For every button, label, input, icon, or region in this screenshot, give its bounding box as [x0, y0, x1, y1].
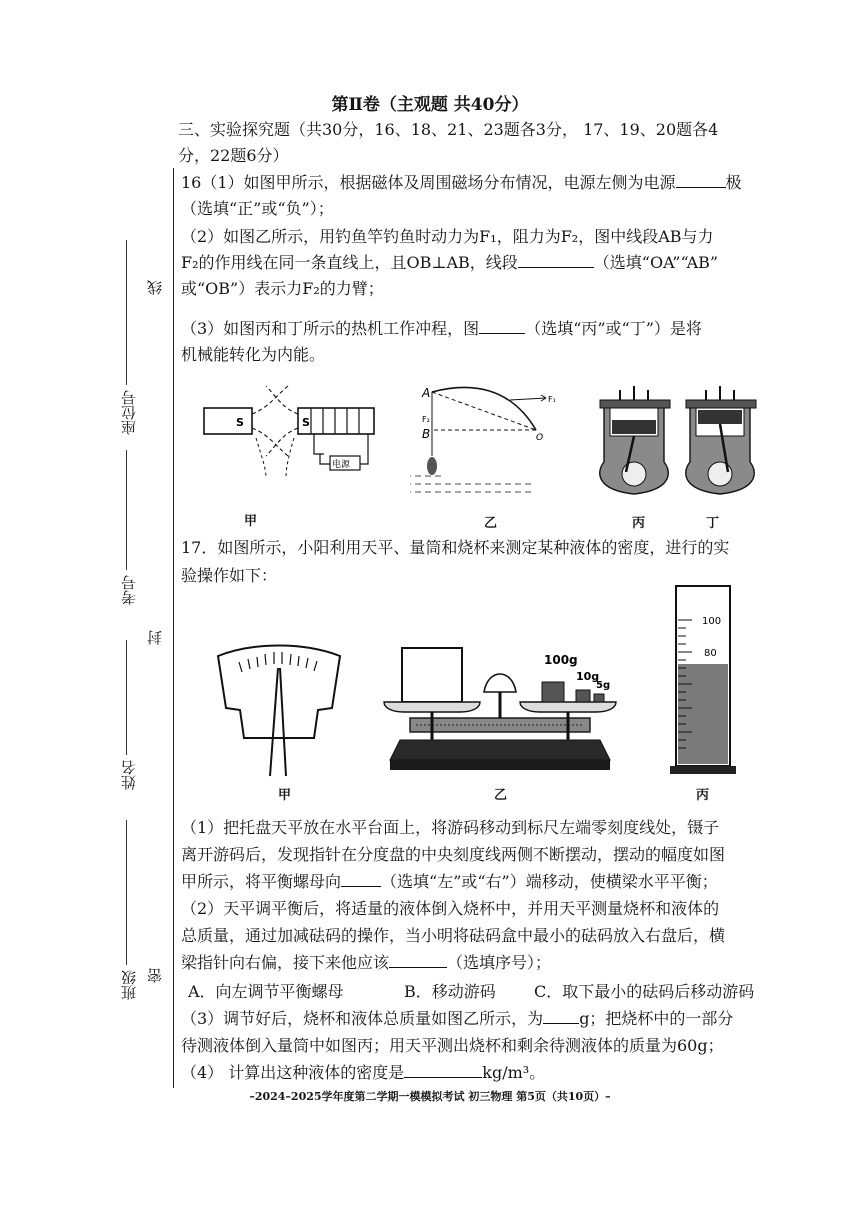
solenoid-s-label: S [302, 416, 310, 429]
q17-s2-blank[interactable] [389, 951, 447, 968]
name-line [126, 640, 127, 755]
q17-s1-line3 [181, 869, 718, 895]
q16-part3 [181, 316, 702, 342]
binding-mi: 密 [146, 968, 164, 983]
exam-number-line [126, 450, 127, 570]
section-heading-2: 分，22题6分） [178, 146, 289, 165]
f2-label: F₂ [422, 415, 430, 424]
q16-caption-jia: 甲 [244, 514, 258, 529]
q17-s4-line [181, 1060, 545, 1086]
engine-figure-ding [682, 384, 760, 500]
q17-intro-2: 验操作如下： [181, 566, 278, 585]
q16-p3-text: （3）如图丙和丁所示的热机工作冲程，图 [181, 319, 480, 338]
name-label: 姓名 [120, 760, 138, 790]
f1-label: F₁ [548, 395, 556, 404]
q17-option-a: A．向左调节平衡螺母 [188, 982, 344, 1001]
q16-p2-text: F₂的作用线在同一条直线上，且OB⊥AB，线段 [181, 253, 518, 272]
q17-s1-blank[interactable] [341, 870, 381, 887]
page-footer: –2024–2025学年度第二学期一模模拟考试 初三物理 第5页（共10页）– [249, 1090, 611, 1103]
q17-caption-bing: 丙 [696, 788, 710, 803]
q17-caption-jia: 甲 [278, 788, 292, 803]
q17-intro-1: 17．如图所示，小阳利用天平、量筒和烧杯来测定某种液体的密度，进行的实 [181, 538, 730, 557]
q16-p2-blank[interactable] [518, 251, 594, 268]
q17-s2-options: （选填序号）； [447, 953, 552, 972]
weight-100g-label: 100g [544, 653, 578, 667]
q16-p1-options: （选填“正”或“负”）； [181, 199, 334, 218]
q16-p2-options: （选填“OA”“AB” [593, 253, 719, 272]
dial-scale-figure [214, 638, 344, 780]
fishing-rod-figure [410, 380, 570, 498]
point-b-label: B [422, 427, 431, 441]
engine-figure-bing [596, 384, 674, 500]
page-title: 第Ⅱ卷（主观题 共40分） [331, 95, 529, 115]
q16-caption-yi: 乙 [484, 516, 498, 531]
binding-xian: 线 [146, 280, 164, 295]
tick-80-label: 80 [704, 648, 717, 659]
q16-p3-line2: 机械能转化为内能。 [181, 345, 326, 364]
weight-5g-label: 5g [596, 680, 611, 691]
tick-100-label: 100 [702, 616, 722, 627]
q17-s3-blank[interactable] [543, 1007, 579, 1024]
section-heading-1: 三、实验探究题（共30分，16、18、21、23题各3分， 17、19、20题各4 [178, 120, 719, 139]
q16-p3-blank[interactable] [479, 317, 525, 334]
seat-number-line [126, 240, 127, 385]
q17-s1-options: （选填“左”或“右”）端移动，使横梁水平平衡； [381, 872, 718, 891]
q17-s3-line2: 待测液体倒入量筒中如图丙；用天平测出烧杯和剩余待测液体的质量为60g； [181, 1036, 724, 1055]
q17-s2-line2: 总质量，通过加减砝码的操作，当小明将砝码盒中最小的砝码放入右盘后，横 [181, 926, 726, 945]
magnet-s-label: S [236, 416, 244, 429]
q16-part1 [181, 170, 742, 196]
margin-line [173, 168, 174, 1088]
q17-s4-unit: kg/m³。 [482, 1063, 546, 1082]
q17-s4-blank[interactable] [404, 1061, 482, 1078]
q17-s3-suffix: g；把烧杯中的一部分 [579, 1009, 734, 1028]
q17-s2-line1: （2）天平调平衡后，将适量的液体倒入烧杯中，并用天平测量烧杯和液体的 [181, 899, 720, 918]
q17-caption-yi: 乙 [494, 788, 508, 803]
seat-number-label: 座位号 [120, 390, 138, 435]
point-o-label: O [536, 433, 544, 443]
q16-p2-line1: （2）如图乙所示，用钓鱼竿钓鱼时动力为F₁，阻力为F₂，图中线段AB与力 [181, 227, 714, 246]
q17-option-b: B．移动游码 [404, 982, 496, 1001]
class-line [126, 820, 127, 965]
q16-p1-text: 16（1）如图甲所示，根据磁体及周围磁场分布情况，电源左侧为电源 [181, 173, 676, 192]
q17-s1-text: 甲所示，将平衡螺母向 [181, 872, 342, 891]
q17-s3-text: （3）调节好后，烧杯和液体总质量如图乙所示，为 [181, 1009, 544, 1028]
power-source-label: 电源 [332, 460, 351, 470]
q16-part2 [181, 250, 718, 276]
q17-s4-text: （4） 计算出这种液体的密度是 [181, 1063, 405, 1082]
q17-s1-line1: （1）把托盘天平放在水平台面上，将游码移动到标尺左端零刻度线处，镊子 [181, 818, 720, 837]
q16-p1-blank[interactable] [676, 171, 726, 188]
q17-option-c: C．取下最小的砝码后移动游码 [534, 982, 755, 1001]
class-label: 班级 [120, 970, 138, 1000]
balance-figure [380, 640, 620, 776]
graduated-cylinder-figure [668, 582, 738, 780]
q17-s2-text: 梁指针向右偏，接下来他应该 [181, 953, 390, 972]
weight-10g-label: 10g [576, 670, 600, 683]
q17-s1-line2: 离开游码后，发现指针在分度盘的中央刻度线两侧不断摆动，摆动的幅度如图 [181, 845, 726, 864]
q16-caption-ding: 丁 [706, 516, 720, 531]
exam-number-label: 考号 [120, 575, 138, 605]
point-a-label: A [422, 386, 431, 400]
q16-p1-suffix: 极 [725, 173, 742, 192]
q16-p3-options: （选填“丙”或“丁”）是将 [525, 319, 702, 338]
q17-s3-line1 [181, 1006, 733, 1032]
magnet-field-figure [196, 378, 396, 488]
binding-feng: 封 [146, 630, 164, 645]
q17-s2-line3 [181, 950, 551, 976]
q16-caption-bing: 丙 [632, 516, 646, 531]
q16-p2-line3: 或“OB”）表示力F₂的力臂； [181, 279, 384, 298]
